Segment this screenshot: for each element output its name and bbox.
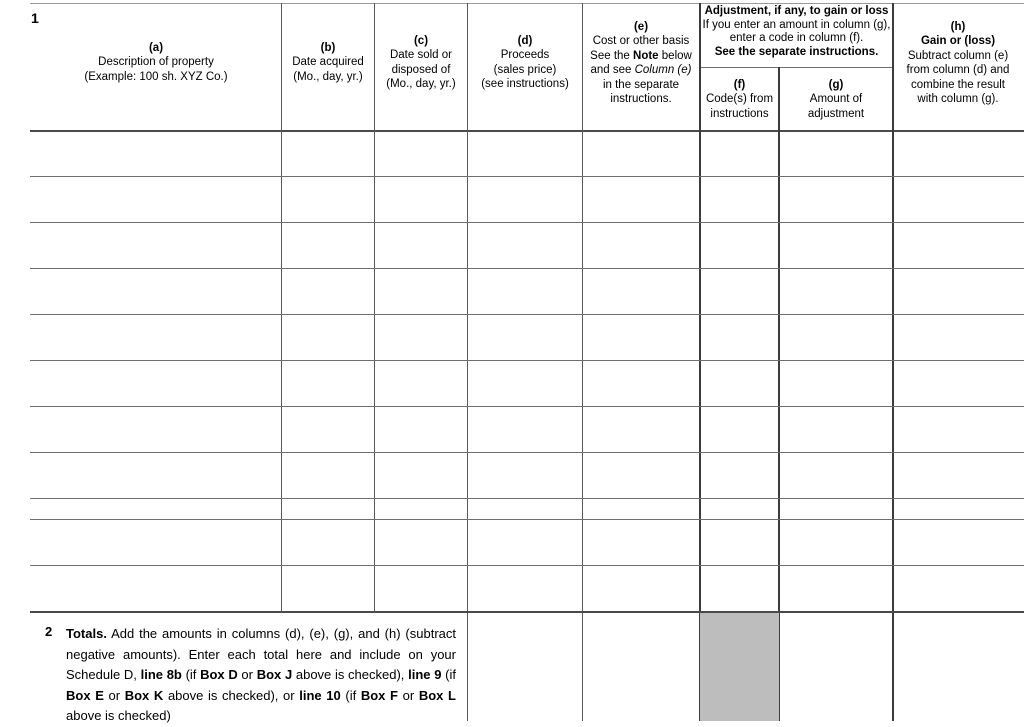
entry-row-rule <box>30 176 1024 177</box>
column-e-line3 <box>584 63 698 77</box>
totals-seg9: or <box>397 687 419 703</box>
column-h-title: Gain or (loss) <box>920 35 996 48</box>
totals-box-d: Box D <box>200 667 238 682</box>
col-sep-c-d <box>467 3 468 721</box>
totals-row-top-rule <box>30 611 1024 613</box>
column-g-line1: Amount of <box>809 93 863 106</box>
totals-line9: line 9 <box>408 667 442 682</box>
column-f-line2: instructions <box>710 107 769 120</box>
column-e-line2-post: below <box>658 49 692 62</box>
column-header-h <box>894 20 1022 106</box>
adjustment-title: Adjustment, if any, to gain or loss <box>704 5 889 17</box>
column-e-line1: Cost or other basis <box>592 35 690 48</box>
entry-row-rule <box>30 452 1024 453</box>
column-c-letter: (c) <box>413 35 429 47</box>
totals-label: Totals. <box>66 626 107 641</box>
column-d-line2: (sales price) <box>493 63 557 76</box>
totals-seg8: (if <box>340 687 361 703</box>
totals-seg1: Add the amounts in columns (d), (e), (g), and (h) (subtract negative amounts). Enter each total here and include on your Schedule D, <box>66 626 456 682</box>
totals-box-e: Box E <box>66 687 104 703</box>
column-e-line4: in the separate <box>602 78 680 91</box>
column-h-line4: with column (g). <box>917 93 999 106</box>
totals-seg10: above is checked) <box>66 708 171 723</box>
totals-box-k: Box K <box>124 687 164 703</box>
column-header-e <box>584 20 698 106</box>
column-e-line3-pre: and see <box>590 64 635 77</box>
entry-row-rule <box>30 360 1024 361</box>
column-header-a <box>40 41 272 84</box>
entry-row-rule <box>30 406 1024 407</box>
adjustment-split-rule <box>700 67 893 68</box>
column-e-column-e-ref: Column (e) <box>634 64 692 77</box>
entry-row-rule <box>30 222 1024 223</box>
line-2-number: 2 <box>45 624 53 639</box>
column-b-letter: (b) <box>320 42 336 54</box>
column-h-line2: from column (d) and <box>906 64 1010 77</box>
totals-line8b: line 8b <box>140 667 182 682</box>
column-header-f <box>701 78 778 121</box>
column-a-line2: (Example: 100 sh. XYZ Co.) <box>84 70 228 83</box>
col-sep-g-h <box>892 3 894 721</box>
adjustment-sub3: See the separate instructions. <box>714 45 879 58</box>
totals-instruction-text <box>66 624 456 727</box>
column-header-c <box>376 34 466 92</box>
column-header-g <box>780 78 892 121</box>
column-b-line2: (Mo., day, yr.) <box>293 70 363 83</box>
header-bottom-rule <box>30 130 1024 132</box>
col-sep-d-e <box>582 3 583 721</box>
column-d-line3: (see instructions) <box>481 78 569 91</box>
column-e-line2 <box>584 49 698 63</box>
column-h-letter: (h) <box>950 21 966 33</box>
totals-seg2: (if <box>181 667 201 682</box>
column-header-b <box>283 41 373 84</box>
totals-box-f: Box F <box>360 687 398 703</box>
totals-seg6: or <box>103 687 125 703</box>
column-c-line1: Date sold or <box>389 49 452 62</box>
column-b-line1: Date acquired <box>292 56 364 69</box>
adjustment-sub1: If you enter an amount in column (g), <box>702 18 891 31</box>
column-d-line1: Proceeds <box>500 49 550 62</box>
entry-row-rule <box>30 498 1024 499</box>
adjustment-sub2: enter a code in column (f). <box>729 32 864 45</box>
totals-box-l: Box L <box>418 687 456 703</box>
totals-seg7: above is checked), or <box>163 687 300 703</box>
column-a-line1: Description of property <box>98 56 214 69</box>
column-f-line1: Code(s) from <box>705 93 774 106</box>
column-e-letter: (e) <box>633 21 649 33</box>
column-e-line2-pre: See the <box>590 49 634 62</box>
totals-seg3: or <box>237 667 257 682</box>
table-top-edge-rule <box>30 3 1024 4</box>
column-header-d <box>469 34 581 92</box>
column-c-line2: disposed of <box>391 63 451 76</box>
entry-row-rule <box>30 314 1024 315</box>
column-d-letter: (d) <box>517 35 533 47</box>
shaded-cell-column-f <box>700 613 779 721</box>
column-h-line1: Subtract column (e) <box>907 49 1009 62</box>
column-e-line5: instructions. <box>610 93 672 106</box>
column-h-line3: combine the result <box>911 78 1005 91</box>
column-g-letter: (g) <box>828 79 844 91</box>
column-e-note-word: Note <box>633 49 659 62</box>
totals-box-j: Box J <box>256 667 293 682</box>
column-c-line3: (Mo., day, yr.) <box>386 78 456 91</box>
col-sep-a-b <box>281 3 282 612</box>
totals-seg4: above is checked), <box>292 667 409 682</box>
column-f-letter: (f) <box>733 79 746 91</box>
entry-row-rule <box>30 519 1024 520</box>
totals-seg5: (if <box>441 667 456 682</box>
entry-row-rule <box>30 268 1024 269</box>
totals-line10: line 10 <box>299 687 341 703</box>
col-sep-b-c <box>374 3 375 612</box>
adjustment-group-header <box>701 5 892 59</box>
column-g-line2: adjustment <box>807 107 865 120</box>
line-1-number: 1 <box>31 10 39 26</box>
entry-row-rule <box>30 565 1024 566</box>
column-a-letter: (a) <box>148 42 164 54</box>
